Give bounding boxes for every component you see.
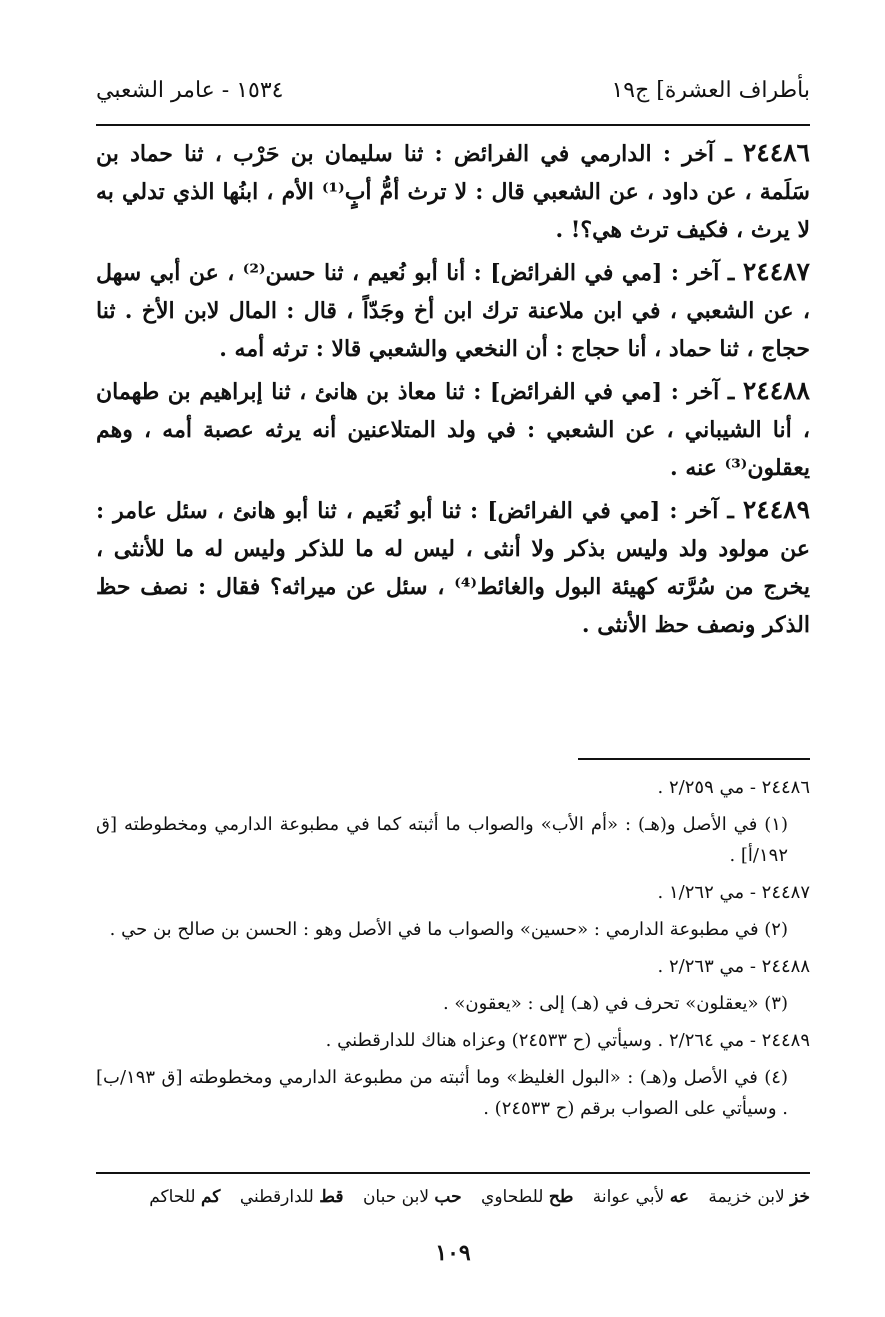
entry-number: ٢٤٤٨٨	[742, 376, 810, 405]
source-reference: ٢٤٤٨٦ - مي ٢/٢٥٩ .	[657, 777, 810, 798]
hadith-entry	[96, 134, 810, 249]
abbreviation-item	[593, 1184, 689, 1210]
header-rule	[96, 124, 810, 126]
source-reference: ٢٤٤٨٩ - مي ٢/٢٦٤ . وسيأتي (ح ٢٤٥٣٣) وعزاه هناك للدارقطني .	[325, 1030, 810, 1051]
entry-text: ـ آخر : [مي في الفرائض] : ثنا معاذ بن هانئ ، ثنا إبراهيم بن طهمان ، أنا الشيباني ، عن الشعبي : في ولد المتلاعنين أنه يرثه عصبة أمه ، وهم يعقلون⁽³⁾ عنه .	[96, 379, 810, 481]
abbreviations-key	[96, 1184, 810, 1210]
running-header	[96, 78, 810, 118]
entry-number: ٢٤٤٨٩	[742, 495, 810, 524]
footnote: (١) في الأصل و(هـ) : «أم الأب» والصواب ما أثبته كما في مطبوعة الدارمي ومخطوطته [ق ١٩٢/أ] .	[96, 814, 788, 866]
abbreviation-name: لابن حبان	[362, 1187, 430, 1207]
hadith-entries	[96, 134, 810, 648]
hadith-entry	[96, 491, 810, 644]
abbreviation-item	[481, 1184, 573, 1210]
abbreviation-name: للدارقطني	[239, 1187, 314, 1207]
header-book-title: بأطراف العشرة] ج١٩	[611, 78, 810, 103]
abbreviation-code: عه	[669, 1187, 689, 1207]
entry-text: ـ آخر : [مي في الفرائض] : أنا أبو نُعيم ، ثنا حسن⁽²⁾ ، عن أبي سهل ، عن الشعبي ، في ابن ملاعنة ترك ابن أخ وجَدّاً ، قال : المال لابن الأخ . ثنا حجاج ، ثنا حماد ، أنا حجاج : أن النخعي والشعبي قالا : ترثه أمه .	[96, 260, 810, 362]
source-reference: ٢٤٤٨٨ - مي ٢/٢٦٣ .	[657, 956, 810, 977]
abbreviation-item	[149, 1184, 220, 1210]
abbreviation-code: حب	[434, 1187, 462, 1207]
abbreviation-name: لابن خزيمة	[708, 1187, 785, 1207]
footnote: (٣) «يعقلون» تحرف في (هـ) إلى : «يعقون» .	[442, 993, 788, 1014]
entry-text: ـ آخر : الدارمي في الفرائض : ثنا سليمان بن حَرْب ، ثنا حماد بن سَلَمة ، عن داود ، عن الشعبي قال : لا ترث أمُّ أبٍ⁽¹⁾ الأم ، ابنُها الذي تدلي به لا يرث ، فكيف ترث هي؟! .	[96, 141, 810, 243]
abbreviation-code: خز	[790, 1187, 810, 1207]
page-number: ١٠٩	[435, 1240, 471, 1266]
header-chapter-title: ١٥٣٤ - عامر الشعبي	[96, 78, 284, 103]
abbreviation-name: لأبي عوانة	[592, 1187, 665, 1207]
book-page	[96, 70, 810, 1280]
hadith-entry	[96, 372, 810, 487]
abbreviation-code: طح	[548, 1187, 574, 1207]
hadith-entry	[96, 253, 810, 368]
abbreviations-rule	[96, 1172, 810, 1174]
abbreviation-code: قط	[319, 1187, 344, 1207]
footnote: (٢) في مطبوعة الدارمي : «حسين» والصواب ما في الأصل وهو : الحسن بن صالح بن حي .	[109, 919, 788, 940]
abbreviation-code: كم	[200, 1187, 221, 1207]
abbreviation-item	[708, 1184, 810, 1210]
footnote-separator	[578, 758, 810, 760]
entry-number: ٢٤٤٨٦	[742, 138, 810, 167]
entry-text: ـ آخر : [مي في الفرائض] : ثنا أبو نُعَيم ، ثنا أبو هانئ ، سئل عامر : عن مولود ولد وليس بذكر ولا أنثى ، ليس له ما للذكر وليس له ما للأنثى ، يخرج من سُرَّته كهيئة البول والغائط⁽⁴⁾ ، سئل عن ميراثه؟ فقال : نصف حظ الذكر ونصف حظ الأنثى .	[96, 498, 810, 638]
abbreviation-item	[363, 1184, 462, 1210]
source-reference: ٢٤٤٨٧ - مي ١/٢٦٢ .	[657, 882, 810, 903]
abbreviation-name: للحاكم	[149, 1187, 196, 1207]
footnotes	[96, 772, 810, 1130]
abbreviation-item	[240, 1184, 344, 1210]
abbreviation-name: للطحاوي	[481, 1187, 544, 1207]
entry-number: ٢٤٤٨٧	[742, 257, 810, 286]
footnote: (٤) في الأصل و(هـ) : «البول الغليظ» وما أثبته من مطبوعة الدارمي ومخطوطته [ق ١٩٣/ب] . وسيأتي على الصواب برقم (ح ٢٤٥٣٣) .	[96, 1067, 788, 1119]
